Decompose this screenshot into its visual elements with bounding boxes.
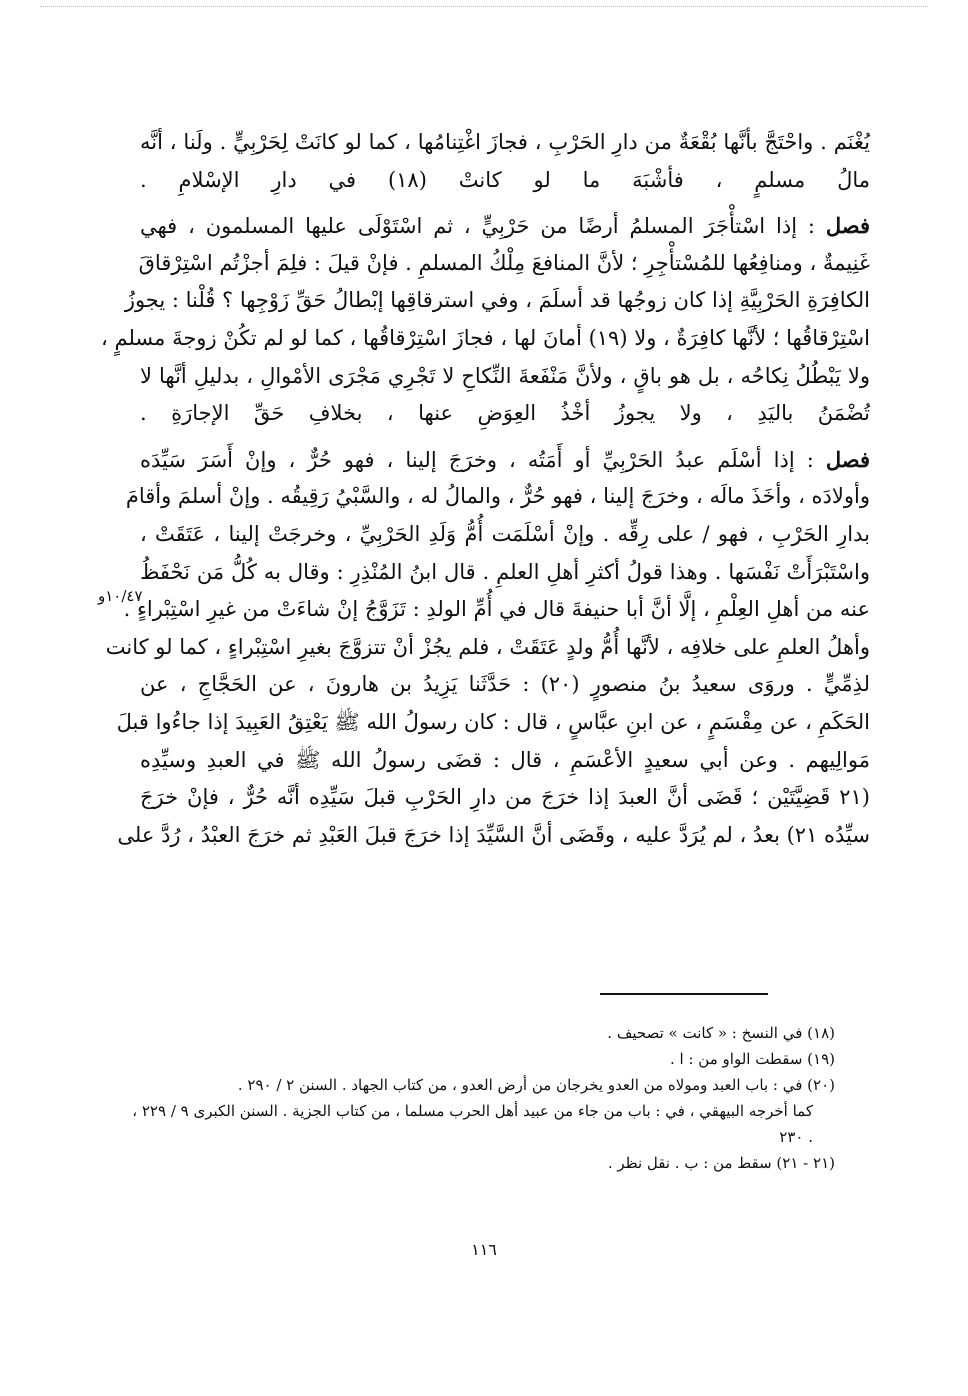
text-line: وأهلُ العلمِ على خلافِه ، لأنَّها أُمُّ ولدٍ عَتَقَتْ ، فلم يجُزْ أنْ تتزوَّجَ بغيرِ اسْتِبْراءٍ ، كما لو كانت <box>105 634 870 659</box>
text-line: غَنِيمةٌ ، ومنافِعُها للمُسْتأْجِرِ ؛ لأنَّ المنافعَ مِلْكُ المسلمِ . فإنْ قيلَ : فلِمَ أجزْتُم اسْتِرْقاقَ <box>138 250 870 275</box>
text-line: عنه من أهلِ العِلْمِ ، إلَّا أنَّ أبا حنيفةَ قال في أُمِّ الولدِ : تَزَوَّجُ إنْ شاءَتْ من غيرِ اسْتِبْراءٍ . <box>123 597 870 622</box>
section-heading: فصل <box>825 446 870 472</box>
footnote: (١٨) في النسخ : « كانت » تصحيف . <box>607 1024 835 1042</box>
text-line: واسْتَبْرَأَتْ نَفْسَها . وهذا قولُ أكثرِ أهلِ العلمِ . قال ابنُ المُنْذِرِ : وقال به كُلُّ مَن نَحْفَظُ <box>140 559 870 584</box>
footnote-continuation: كما أخرجه البيهقي ، في : باب من جاء من عبيد أهل الحرب مسلما ، من كتاب الجزية . السنن الكبرى ٩ / ٢٢٩ ، <box>132 1102 813 1120</box>
page-top-edge <box>40 6 928 7</box>
footnote: (١٩) سقطت الواو من : ا . <box>670 1050 835 1068</box>
text-line: اسْتِرْقاقُها ؛ لأنَّها كافِرَةٌ ، ولا (١٩) أمانَ لها ، فجازَ اسْتِرْقاقُها ، كما لو لم تكُنْ زوجةَ مسلمٍ ، <box>101 325 870 350</box>
footnote-continuation: . ٢٣٠ <box>779 1128 813 1146</box>
text-line-rest: : إذا أسْلَم عبدُ الحَرْبِيِّ أو أَمَتُه ، وخرَجَ إلينا ، فهو حُرٌّ ، وإنْ أَسَرَ سَيِّدَه <box>140 447 826 472</box>
footnote: (٢٠) في : باب العبد ومولاه من العدو يخرجان من أرض العدو ، من كتاب الجهاد . السنن ٢ / ٢٩٠ . <box>237 1076 835 1094</box>
manuscript-folio-note: ١٠/٤٧و <box>98 587 143 605</box>
text-line: يُغْنَم . واحْتَجَّ بأنَّها بُقْعَةٌ من دارِ الحَرْبِ ، فجازَ اغْتِنامُها ، كما لو كانَتْ لِحَرْبِيٍّ . ولَنا ، أنَّه <box>140 130 870 154</box>
page-number: ١١٦ <box>471 1240 497 1259</box>
text-line: (٢١ قَضِيَّتَيْن ؛ قَضَى أنَّ العبدَ إذا خرَجَ من دارِ الحَرْبِ قبلَ سَيِّدِه أنَّه حُرٌّ ، فإنْ خرَجَ <box>140 785 870 810</box>
text-line: الكافِرَةِ الحَرْبِيَّةِ إذا كان زوجُها قد أسلَمَ ، وفي استرقاقِها إبْطالُ حَقِّ زَوْجِها ؟ قُلْنا : يجوزُ <box>124 288 870 313</box>
text-line: ولا يَبْطُلُ نِكاحُه ، بل هو باقٍ ، ولأنَّ مَنْفَعةَ النِّكاحِ لا تَجْرِي مَجْرَى الأمْوالِ ، بدليلِ أنَّها لا <box>140 363 870 388</box>
section-heading: فصل <box>825 213 870 239</box>
text-line: بدارِ الحَرْبِ ، فهو / على رِقِّه . وإنْ أسْلَمَت أُمُّ وَلَدِ الحَرْبِيِّ ، وخرجَتْ إلينا ، عَتَقَتْ ، <box>140 521 870 546</box>
footnote-separator <box>600 993 768 995</box>
text-line: مَوالِيهم . وعن أبي سعيدٍ الأعْسَمِ ، قال : قضَى رسولُ الله ﷺ في العبدِ وسيِّدِه <box>140 747 870 772</box>
text-line: الحَكَمِ ، عن مِقْسَمٍ ، عن ابنِ عبَّاسٍ ، قال : كان رسولُ الله ﷺ يَعْتِقُ العَبِيدَ إذا جاءُوا قبلَ <box>116 709 870 734</box>
text-line: مالُ مسلمٍ ، فأشْبَهَ ما لو كانتْ (١٨) في دارِ الإسْلامِ . <box>140 167 870 192</box>
footnote: (٢١ - ٢١) سقط من : ب . نقل نظر . <box>607 1154 835 1172</box>
text-line-rest: : إذا اسْتأْجَرَ المسلمُ أرضًا من حَرْبِيٍّ ، ثم اسْتَوْلَى عليها المسلمون ، فهي <box>140 214 826 239</box>
text-line <box>140 441 870 479</box>
text-line <box>140 207 870 245</box>
text-line: لذِمِّيٍّ . وروَى سعيدُ بنُ منصورٍ (٢٠) : حَدَّثَنا يَزِيدُ بن هارونَ ، عن الحَجَّاجِ ، عن <box>140 672 870 697</box>
footnotes <box>132 1020 835 1176</box>
text-line: تُضْمَنُ باليَدِ ، ولا يجوزُ أخْذُ العِوَضِ عنها ، بخلافِ حَقِّ الإجارَةِ . <box>140 401 870 426</box>
text-line: وأولادَه ، وأخَذَ مالَه ، وخرَجَ إلينا ، فهو حُرٌّ ، والمالُ له ، والسَّبْيُ رَقِيقُه . وإنْ أسلمَ وأقامَ <box>125 484 870 509</box>
text-line: سيِّدُه ٢١) بعدُ ، لم يُرَدَّ عليه ، وقَضَى أنَّ السَّيِّدَ إذا خرَجَ قبلَ العَبْدِ ثم خرَجَ العبْدُ ، رُدَّ على <box>117 822 870 847</box>
